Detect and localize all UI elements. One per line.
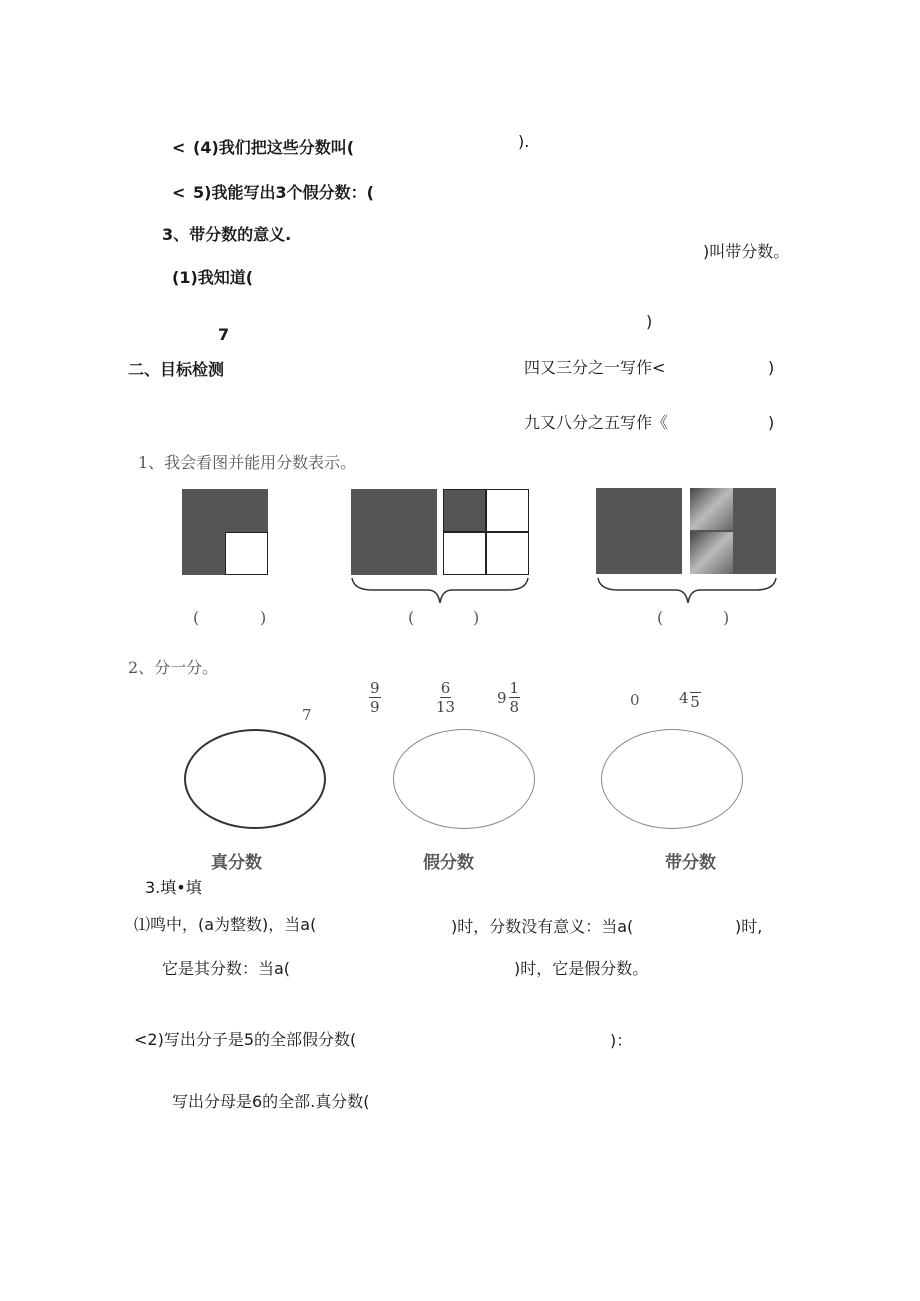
question-4-text: (4)我们把这些分数叫( bbox=[193, 138, 355, 157]
part2-title: 二、目标检测 bbox=[128, 360, 225, 379]
zero-number: 0 bbox=[630, 691, 640, 709]
fraction-denominator: 9 bbox=[370, 698, 380, 716]
mixed-9-1-8 bbox=[497, 679, 520, 716]
q1-answer-1-open: ( bbox=[193, 608, 200, 627]
q1-answer-2-close: ) bbox=[473, 608, 480, 627]
q1-answer-1-close: ) bbox=[260, 608, 267, 627]
q1-answer-3-open: ( bbox=[657, 608, 664, 627]
q3-line1-a: ⑴鸣中，(a为整数)，当a( bbox=[134, 915, 317, 934]
section3-right-text: )叫带分数。 bbox=[703, 242, 790, 261]
q3-line1-b: )时，分数没有意义：当a( bbox=[451, 917, 634, 936]
brace-figure-2 bbox=[352, 578, 528, 603]
write-mixed-2-end: ) bbox=[768, 413, 775, 432]
line4-prefix: < bbox=[172, 138, 186, 157]
fraction-6-13 bbox=[436, 679, 455, 716]
section3-title: 3、带分数的意义. bbox=[162, 225, 292, 244]
mixed-whole: 4 bbox=[679, 688, 689, 707]
brace-figure-3 bbox=[598, 578, 776, 603]
write-mixed-1: 四又三分之一写作< bbox=[524, 358, 666, 377]
digit-seven: 7 bbox=[218, 325, 230, 344]
fraction-denominator: 13 bbox=[436, 698, 456, 716]
label-improper-fraction: 假分数 bbox=[423, 853, 474, 873]
q3-line2-a: 它是其分数：当a( bbox=[162, 959, 291, 978]
fraction-denominator: 8 bbox=[509, 698, 520, 716]
label-proper-fraction: 真分数 bbox=[211, 853, 262, 873]
q1-answer-2-open: ( bbox=[408, 608, 415, 627]
q1-title: 1、我会看图并能用分数表示。 bbox=[138, 453, 357, 472]
section3-q1: (1)我知道( bbox=[172, 268, 254, 287]
mixed-4-5 bbox=[679, 684, 701, 711]
mixed-whole: 9 bbox=[497, 688, 507, 707]
fraction-9-9 bbox=[369, 679, 381, 716]
fraction-numerator: 9 bbox=[370, 679, 380, 697]
q3-title: 3.填•填 bbox=[145, 878, 202, 897]
improper-fraction-ellipse bbox=[393, 729, 535, 829]
fraction-numerator bbox=[690, 684, 701, 693]
q1-answer-3-close: ) bbox=[723, 608, 730, 627]
q3-line3-b: )： bbox=[610, 1031, 633, 1050]
write-mixed-1-end: ) bbox=[768, 358, 775, 377]
q3-line1-c: )时, bbox=[735, 917, 763, 936]
line5-prefix: < bbox=[172, 183, 186, 202]
fraction-numerator: 1 bbox=[509, 679, 520, 697]
q3-line3-a: <2)写出分子是5的全部假分数( bbox=[134, 1030, 357, 1049]
close-paren: ) bbox=[646, 312, 653, 331]
loose-seven: 7 bbox=[302, 706, 312, 724]
q3-line4: 写出分母是6的全部.真分数( bbox=[172, 1092, 370, 1111]
q3-line2-b: )时，它是假分数。 bbox=[514, 959, 649, 978]
question-4-end: ). bbox=[518, 132, 530, 151]
write-mixed-2: 九又八分之五写作《 bbox=[524, 413, 669, 432]
question-5-text: 5)我能写出3个假分数：( bbox=[193, 183, 374, 202]
label-mixed-number: 带分数 bbox=[665, 853, 716, 873]
fraction-denominator: 5 bbox=[690, 693, 700, 711]
proper-fraction-ellipse bbox=[184, 729, 326, 829]
fraction-numerator: 6 bbox=[440, 679, 451, 697]
q2-title: 2、分一分。 bbox=[128, 658, 219, 677]
mixed-number-ellipse bbox=[601, 729, 743, 829]
